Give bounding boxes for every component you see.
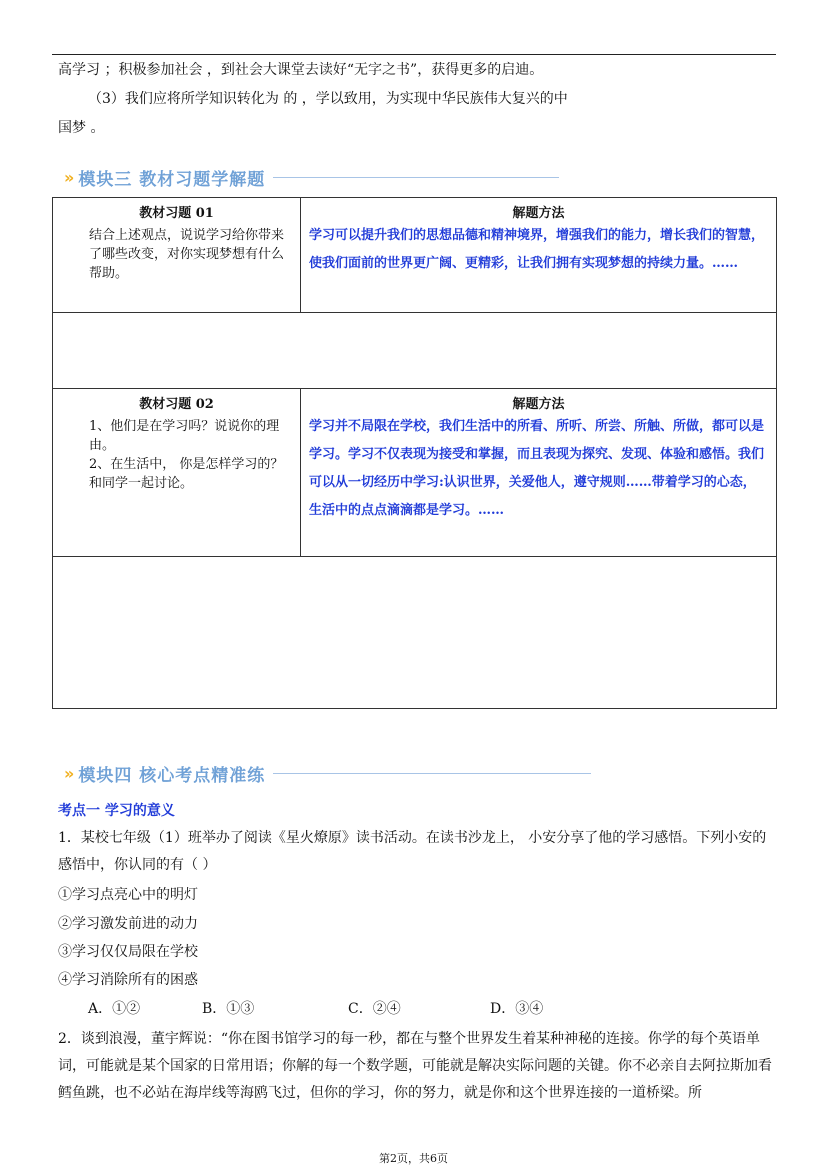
intro-line-2: （3）我们应将所学知识转化为 的 ，学以致用，为实现中华民族伟大复兴的中 bbox=[88, 91, 568, 107]
exercise1-method: 学习可以提升我们的思想品德和精神境界，增强我们的能力，增长我们的智慧，使我们面前的世界更广阔、更精彩，让我们拥有实现梦想的持续力量。…… bbox=[309, 228, 765, 271]
question-1-option-2: ②学习激发前进的动力 bbox=[58, 916, 198, 932]
module3-header bbox=[64, 166, 559, 188]
choice-a[interactable]: A．①② bbox=[88, 1001, 141, 1017]
top-rule bbox=[52, 54, 776, 55]
question-1-choices bbox=[88, 998, 543, 1018]
kaodian-1-heading: 考点一 学习的意义 bbox=[58, 803, 175, 819]
choice-d[interactable]: D．③④ bbox=[490, 1001, 544, 1017]
choice-b[interactable]: B．①③ bbox=[202, 1001, 255, 1017]
module3-header-rule bbox=[273, 177, 559, 178]
exercise1-method-cell bbox=[301, 198, 777, 313]
question-1-option-4: ④学习消除所有的困惑 bbox=[58, 972, 198, 988]
exercise-table-1 bbox=[52, 197, 777, 389]
exercise1-answer-area[interactable] bbox=[53, 313, 777, 389]
exercise1-question-cell bbox=[53, 198, 301, 313]
exercise-table-2 bbox=[52, 388, 777, 709]
question-1-option-3: ③学习仅仅局限在学校 bbox=[58, 944, 198, 960]
module3-title: 模块三 教材习题学解题 bbox=[78, 169, 266, 190]
question-2-stem: 2．谈到浪漫，董宇辉说：“你在图书馆学习的每一秒，都在与整个世界发生着某种神秘的连接。你学的每个英语单词，可能就是某个国家的日常用语；你解的每一个数学题，可能就是解决实际问题的关键。你不必亲自去阿拉斯加看鳕鱼跳，也不必站在海岸线等海鸥飞过，但你的学习，你的努力，就是你和这个世界连接的一道桥梁。所 bbox=[58, 1031, 772, 1101]
exercise2-method-cell bbox=[301, 389, 777, 557]
exercise2-question-1: 1、他们是在学习吗？说说你的理由。 bbox=[89, 419, 280, 453]
exercise2-question-cell bbox=[53, 389, 301, 557]
choice-c[interactable]: C．②④ bbox=[348, 1001, 401, 1017]
module4-header bbox=[64, 762, 591, 784]
exercise1-method-head: 解题方法 bbox=[512, 206, 565, 221]
module4-title: 模块四 核心考点精准练 bbox=[78, 765, 266, 786]
double-chevron-icon: » bbox=[64, 167, 75, 187]
double-chevron-icon: » bbox=[64, 763, 75, 783]
module4-header-rule bbox=[273, 773, 591, 774]
page-footer: 第2页，共6页 bbox=[379, 1152, 448, 1165]
exercise2-answer-area[interactable] bbox=[53, 557, 777, 709]
intro-line-3: 国梦 。 bbox=[58, 120, 105, 136]
exercise2-method-head: 解题方法 bbox=[512, 397, 565, 412]
exercise1-head: 教材习题 01 bbox=[139, 206, 214, 221]
exercise1-question: 结合上述观点，说说学习给你带来了哪些改变，对你实现梦想有什么帮助。 bbox=[89, 228, 285, 281]
exercise2-head: 教材习题 02 bbox=[139, 397, 214, 412]
question-1-option-1: ①学习点亮心中的明灯 bbox=[58, 887, 198, 903]
question-1-stem: 1．某校七年级（1）班举办了阅读《星火燎原》读书活动。在读书沙龙上， 小安分享了他的学习感悟。下列小安的感悟中，你认同的有（ ） bbox=[58, 830, 767, 873]
exercise2-method: 学习并不局限在学校，我们生活中的所看、所听、所尝、所触、所做，都可以是学习。学习不仅表现为接受和掌握，而且表现为探究、发现、体验和感悟。我们可以从一切经历中学习:认识世界，关爱他人，遵守规则……带着学习的心态，生活中的点点滴滴都是学习。…… bbox=[309, 419, 765, 518]
intro-line-1: 高学习 ；积极参加社会 ，到社会大课堂去读好“无字之书”，获得更多的启迪。 bbox=[58, 62, 544, 78]
exercise2-question-2: 2、在生活中， 你是怎样学习的？和同学一起讨论。 bbox=[89, 457, 284, 491]
